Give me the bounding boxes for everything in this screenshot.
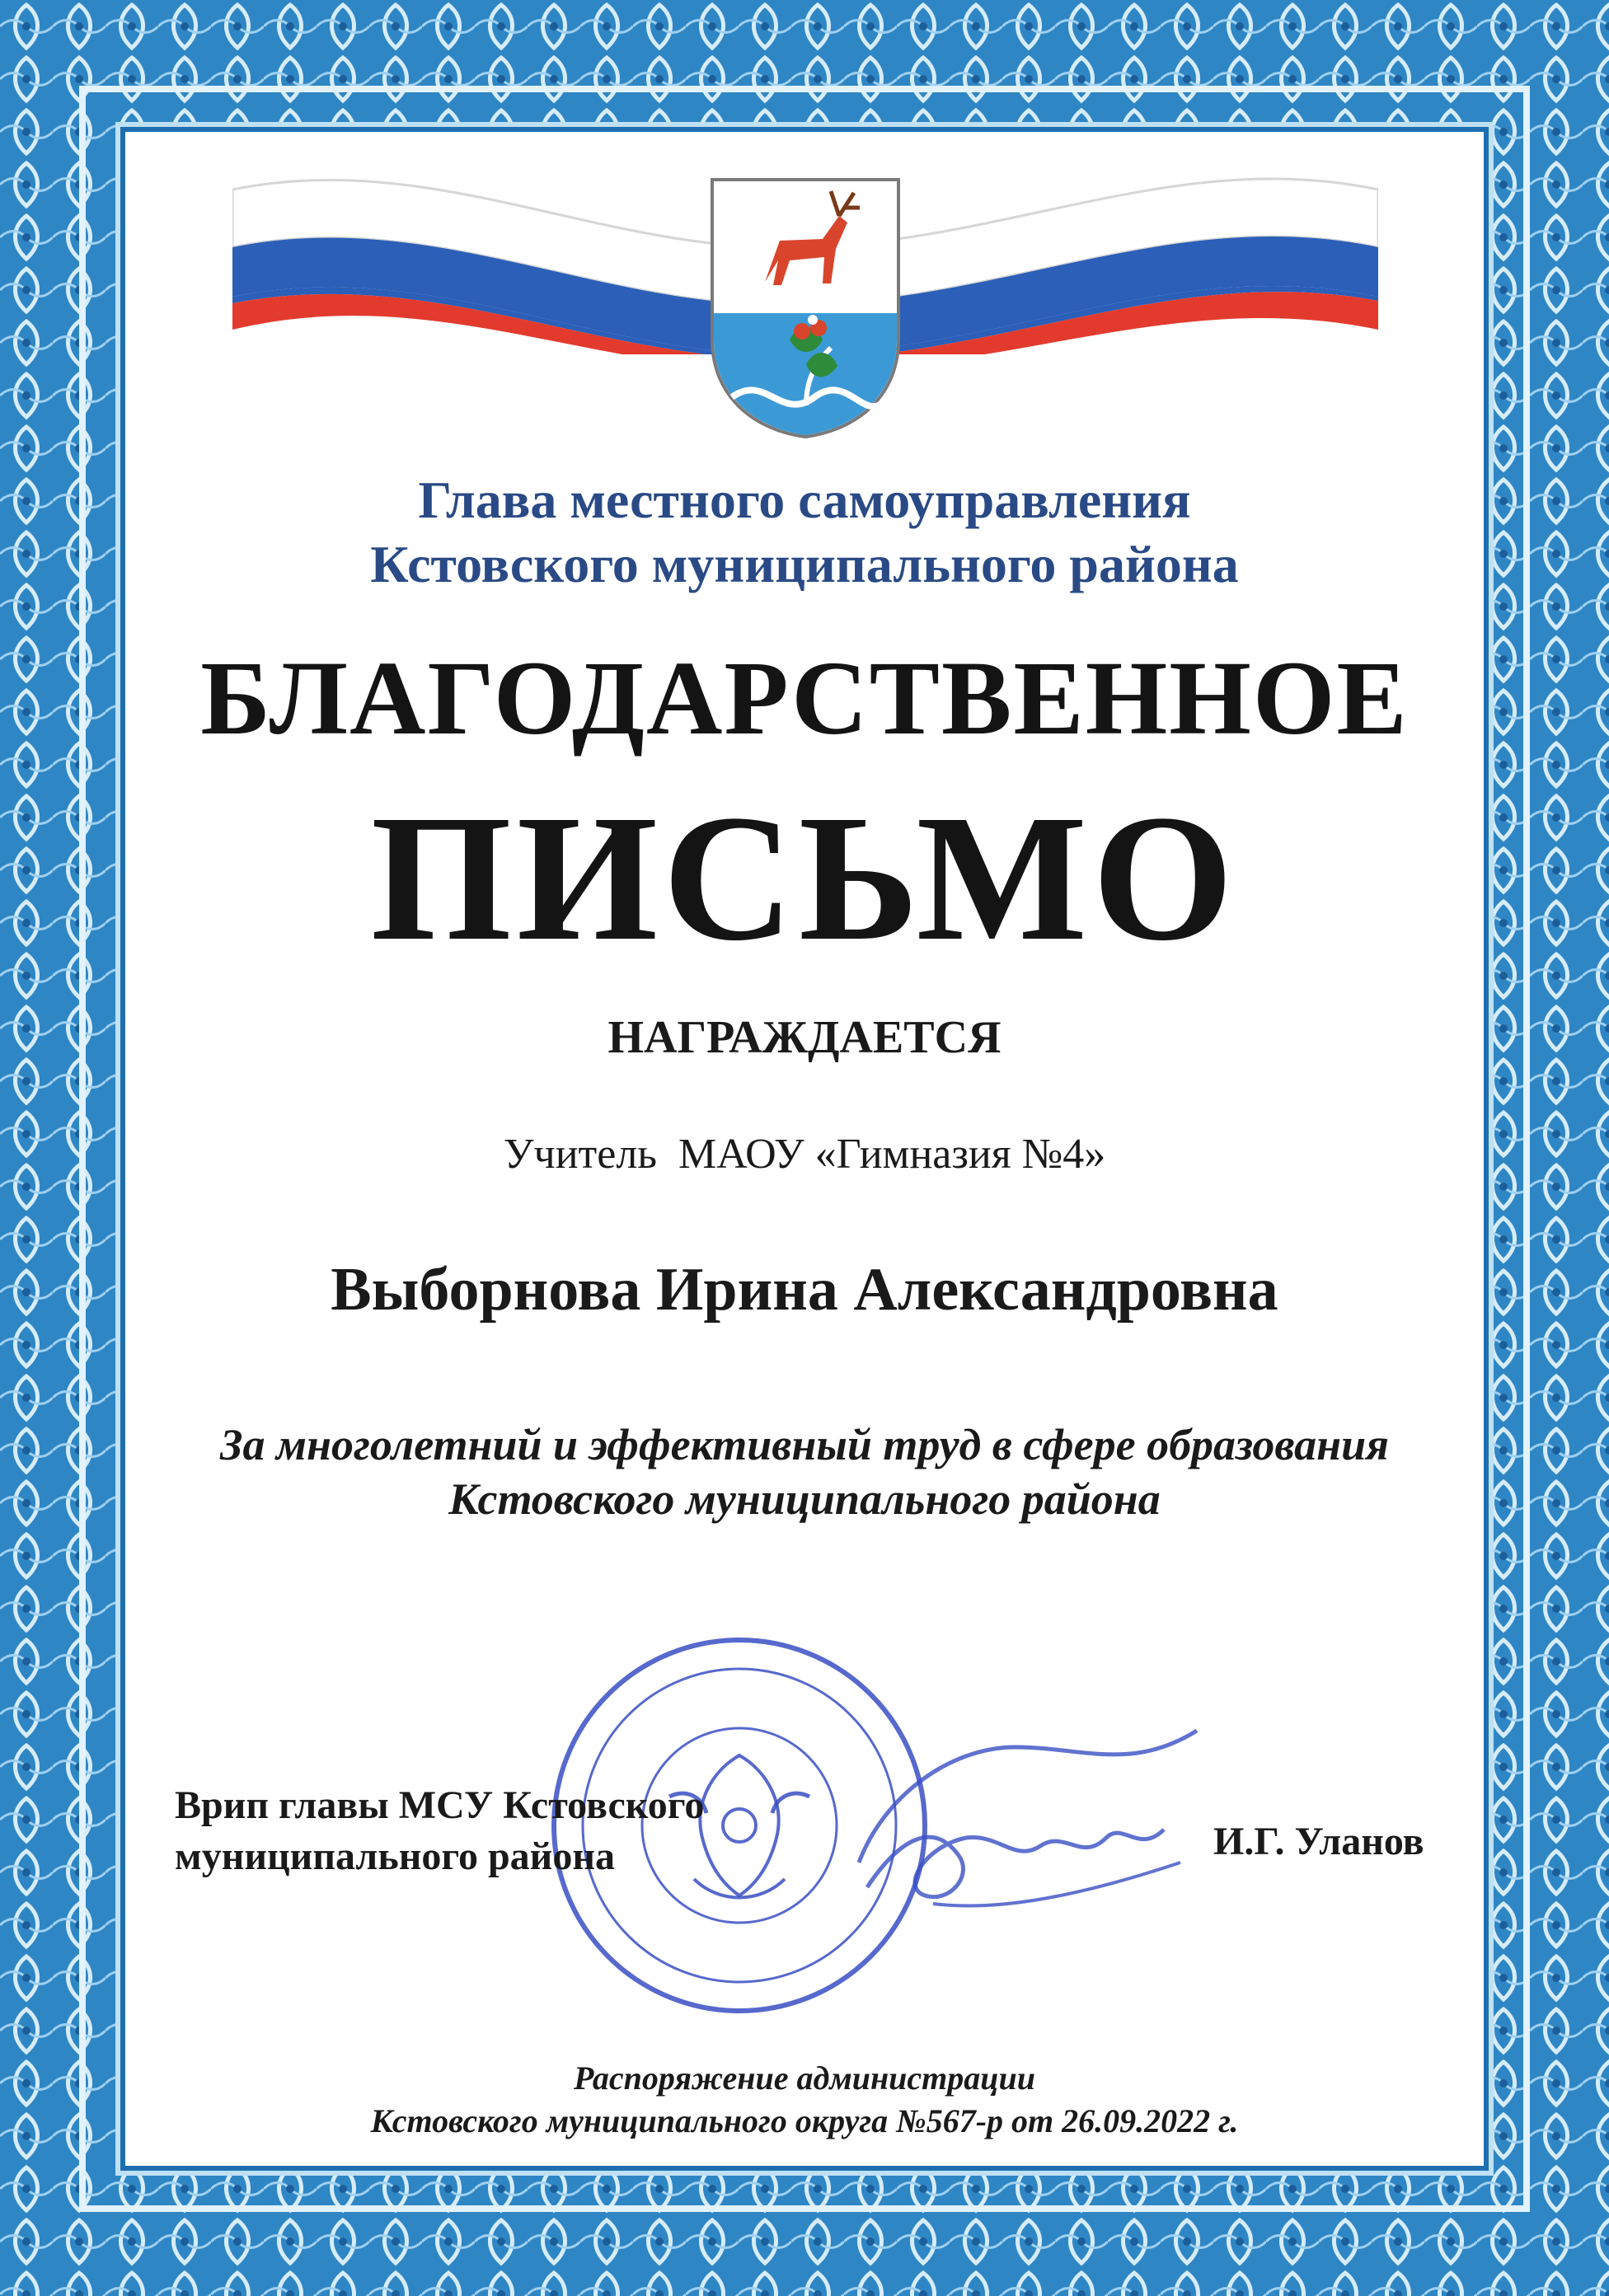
- issuer-heading: [125, 468, 1484, 597]
- certificate-body: [125, 132, 1484, 2166]
- recipient-position: Учитель МАОУ «Гимназия №4»: [503, 1131, 1106, 1178]
- signatory-role-line-1: Врип главы МСУ Кстовского: [175, 1783, 705, 1827]
- signatory-role-line-2: муниципального района: [175, 1834, 615, 1878]
- handwritten-signature: [834, 1698, 1213, 1945]
- title-line-1: БЛАГОДАРСТВЕННОЕ: [200, 640, 1409, 757]
- awarded-label: НАГРАЖДАЕТСЯ: [607, 1012, 1002, 1063]
- reason-line-1: За многолетний и эффективный труд в сфере образования: [220, 1420, 1389, 1469]
- signatory-role: [175, 1780, 704, 1882]
- order-reference: [125, 2057, 1484, 2143]
- order-line-1: Распоряжение администрации: [573, 2059, 1036, 2097]
- kstovo-coat-of-arms-icon: [707, 175, 903, 440]
- issuer-line-2: Кстовского муниципального района: [370, 535, 1239, 593]
- reason-line-2: Кстовского муниципального района: [448, 1474, 1161, 1524]
- signatory-name: И.Г. Уланов: [1213, 1820, 1424, 1863]
- order-line-2: Кстовского муниципального округа №567-р от 26.09.2022 г.: [370, 2102, 1239, 2139]
- issuer-line-1: Глава местного самоуправления: [418, 471, 1191, 529]
- recipient-name: Выборнова Ирина Александровна: [331, 1256, 1278, 1324]
- title-line-2: ПИСЬМО: [370, 777, 1239, 978]
- award-reason: [125, 1417, 1484, 1526]
